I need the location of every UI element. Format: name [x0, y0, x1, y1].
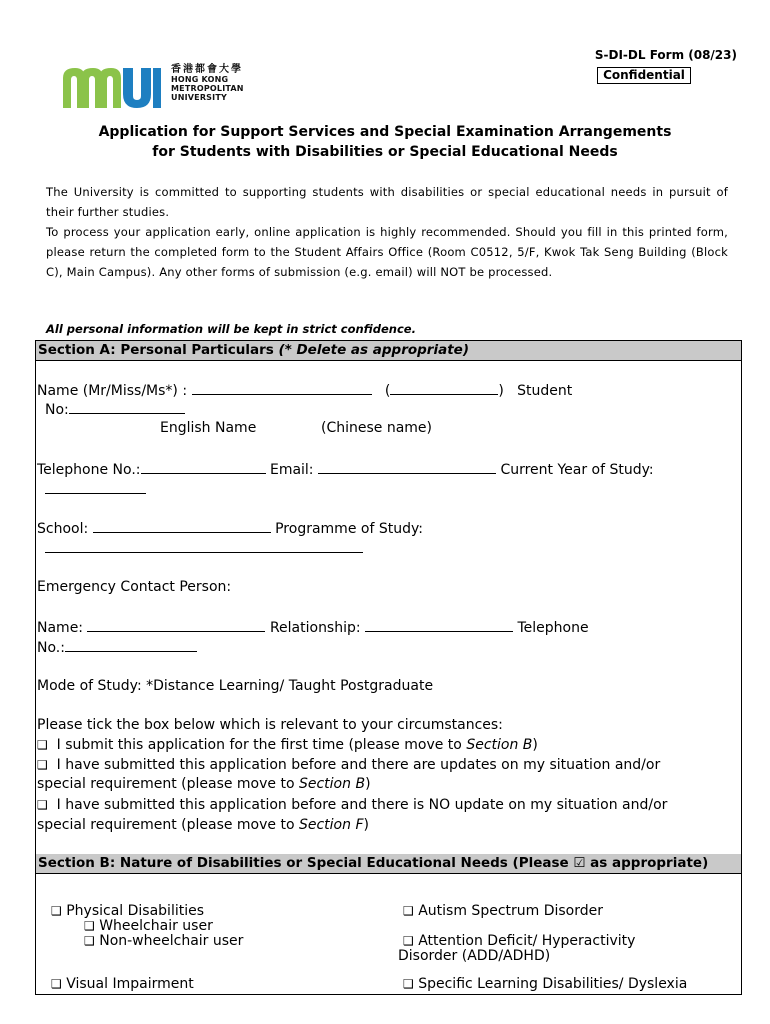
- checkbox-no-update[interactable]: ❑: [37, 798, 48, 812]
- section-b: [35, 854, 742, 995]
- form-code: S-DI-DL Form (08/23): [594, 48, 737, 62]
- checkbox-updates[interactable]: ❑: [37, 758, 48, 772]
- checkbox-adhd[interactable]: ❑: [403, 934, 414, 948]
- option-adhd: ❑ Attention Deficit/ Hyperactivity: [403, 933, 636, 949]
- checkbox-wheelchair[interactable]: ❑: [84, 919, 95, 933]
- tick-prompt: Please tick the box below which is relevant to your circumstances:: [37, 717, 503, 733]
- option-autism: ❑ Autism Spectrum Disorder: [403, 903, 604, 919]
- student-no-field[interactable]: [69, 399, 185, 414]
- option-non-wheelchair: ❑ Non-wheelchair user: [84, 933, 244, 949]
- option-first-time: ❑ I submit this application for the first time (please move to Section B): [37, 737, 538, 753]
- option-adhd-cont: Disorder (ADD/ADHD): [398, 948, 551, 964]
- year-row: [45, 479, 146, 500]
- form-title: Application for Support Services and Special Examination Arrangements for Students with Disabilities or Special Educational Needs: [98, 124, 672, 160]
- university-logo: [61, 64, 261, 110]
- logo-text: 香港都會大學 HONG KONG METROPOLITAN UNIVERSITY: [171, 64, 244, 102]
- section-a: [35, 340, 742, 855]
- checkbox-visual[interactable]: ❑: [51, 977, 62, 991]
- confidential-label: Confidential: [597, 67, 691, 84]
- name-row: Name (Mr/Miss/Ms*) : ( ) Student: [37, 380, 572, 401]
- option-no-update-cont: special requirement (please move to Section F): [37, 817, 369, 833]
- confidentiality-notice: All personal information will be kept in strict confidence.: [46, 322, 416, 336]
- checkbox-non-wheelchair[interactable]: ❑: [84, 934, 95, 948]
- checkbox-physical[interactable]: ❑: [51, 904, 62, 918]
- telephone-row: Telephone No.: Email: Current Year of Study:: [37, 459, 654, 480]
- section-a-heading: Section A: Personal Particulars (* Delete as appropriate): [36, 341, 741, 361]
- intro-text: The University is committed to supporting students with disabilities or special educational needs in pursuit of their further studies. To process your application early, online application is highly recommended. Should you fill in this printed form, please return the completed form to the Student Affairs Office (Room C0512, 5/F, Kwok Tak Seng Building (Block C), Main Campus). Any other forms of submission (e.g. email) will NOT be processed.: [46, 185, 728, 279]
- school-row: School: Programme of Study:: [37, 518, 423, 539]
- checkbox-sld[interactable]: ❑: [403, 977, 414, 991]
- email-field[interactable]: [318, 459, 496, 474]
- mu-logo-mark: [61, 64, 165, 110]
- option-sld: ❑ Specific Learning Disabilities/ Dyslexia: [403, 976, 688, 992]
- english-name-field[interactable]: [192, 380, 372, 395]
- programme-row: [45, 538, 363, 559]
- chinese-name-caption: (Chinese name): [321, 420, 433, 436]
- checkbox-first-time[interactable]: ❑: [37, 738, 48, 752]
- telephone-field[interactable]: [141, 459, 266, 474]
- relationship-field[interactable]: [365, 617, 513, 632]
- student-no-row: No:: [45, 399, 185, 420]
- chinese-name-field[interactable]: [390, 380, 498, 395]
- english-name-caption: English Name: [160, 420, 257, 436]
- school-field[interactable]: [93, 518, 271, 533]
- option-visual: ❑ Visual Impairment: [51, 976, 194, 992]
- option-no-update: ❑ I have submitted this application before and there is NO update on my situation and/or: [37, 797, 668, 813]
- option-wheelchair: ❑ Wheelchair user: [84, 918, 213, 934]
- option-updates-cont: special requirement (please move to Section B): [37, 776, 371, 792]
- checkbox-autism[interactable]: ❑: [403, 904, 414, 918]
- mode-of-study: Mode of Study: *Distance Learning/ Taught Postgraduate: [37, 678, 434, 694]
- emergency-contact-label: Emergency Contact Person:: [37, 579, 232, 595]
- option-physical: ❑ Physical Disabilities: [51, 903, 205, 919]
- option-updates: ❑ I have submitted this application before and there are updates on my situation and/or: [37, 757, 661, 773]
- section-b-heading: Section B: Nature of Disabilities or Special Educational Needs (Please ☑ as appropriate): [36, 854, 741, 874]
- ec-telephone-row: No.:: [37, 637, 197, 658]
- programme-field[interactable]: [45, 538, 363, 553]
- ec-name-field[interactable]: [87, 617, 265, 632]
- year-of-study-field[interactable]: [45, 479, 146, 494]
- ec-telephone-field[interactable]: [65, 637, 197, 652]
- emergency-contact-row: Name: Relationship: Telephone: [37, 617, 589, 638]
